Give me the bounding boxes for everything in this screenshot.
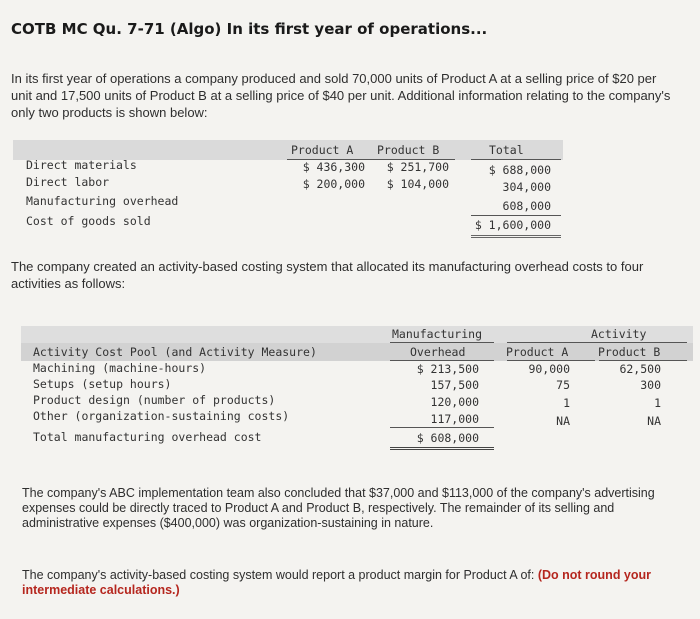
cell-total: 608,000 [502,199,551,213]
cell-product-a: $ 436,300 [302,160,365,174]
cell-total: 304,000 [502,180,551,194]
cell-overhead-total: $ 608,000 [416,431,479,445]
pool-label: Setups (setup hours) [33,377,172,391]
col-header-activity-top: Activity [591,327,647,341]
total-double-rule [471,237,561,238]
col-header-product-b: Product B [377,143,440,157]
col-header-product-a: Product A [291,143,354,157]
pool-label: Product design (number of products) [33,393,276,407]
col-header-product-b: Product B [598,345,661,359]
col-header-pool: Activity Cost Pool (and Activity Measure) [33,345,317,359]
cell-product-a: $ 200,000 [302,177,365,191]
subtotal-rule [390,427,494,428]
question-paragraph [22,568,662,598]
question-text: The company's activity-based costing system would report a product margin for Product A of: [22,568,535,582]
row-label: Cost of goods sold [26,214,151,228]
total-rule [390,447,494,448]
total-double-rule [390,449,494,450]
row-label: Direct materials [26,158,137,172]
intro-paragraph: In its first year of operations a company produced and sold 70,000 units of Product A at a selling price of $20 per unit and 17,500 units of Product B at a selling price of $40 per unit. Additional information relating to the company's only two products is shown below: [11,71,671,120]
product-cost-table [13,140,563,240]
question-note: (Do not round your intermediate calculations.) [22,568,652,597]
table-header-band [13,140,563,160]
cell-overhead: 157,500 [430,378,479,392]
cell-product-b: $ 251,700 [386,160,449,174]
col-header-overhead: Overhead [410,345,466,359]
cell-product-a: 1 [563,396,570,410]
cell-product-b: 1 [654,396,661,410]
cell-overhead: 117,000 [430,412,479,426]
page-title: COTB MC Qu. 7-71 (Algo) In its first year of operations... [11,20,488,38]
cell-product-a: 75 [556,378,570,392]
row-label: Manufacturing overhead [26,194,179,208]
col-header-total: Total [489,143,524,157]
header-underline-activity [507,342,687,343]
cell-overhead: $ 213,500 [416,362,479,376]
pool-label: Total manufacturing overhead cost [33,430,262,444]
cell-product-a: 90,000 [528,362,570,376]
header-underline-a [507,360,595,361]
cell-total: $ 1,600,000 [474,218,551,232]
cell-product-b: NA [647,414,661,428]
header-underline-b [599,360,687,361]
total-rule [471,235,561,236]
header-underline [390,342,494,343]
header-underline-total [471,159,561,160]
cell-total: $ 688,000 [488,163,551,177]
col-header-product-a: Product A [506,345,569,359]
cell-product-b: 300 [640,378,661,392]
cell-product-b: 62,500 [619,362,661,376]
subtotal-rule [471,215,561,216]
header-underline [390,360,494,361]
activity-cost-table [21,326,693,456]
pool-label: Machining (machine-hours) [33,361,207,375]
col-header-overhead-top: Manufacturing [392,327,483,341]
cell-overhead: 120,000 [430,395,479,409]
team-paragraph: The company's ABC implementation team also concluded that $37,000 and $113,000 of the company's advertising expenses could be directly traced to Product A and Product B, respectively. The remainder of its selling and administrative expenses ($400,000) was organization-sustaining in nature. [22,486,655,530]
pool-label: Other (organization-sustaining costs) [33,409,290,423]
abc-intro-paragraph: The company created an activity-based costing system that allocated its manufacturing overhead costs to four activities as follows: [11,259,644,291]
row-label: Direct labor [26,175,110,189]
cell-product-a: NA [556,414,570,428]
cell-product-b: $ 104,000 [386,177,449,191]
